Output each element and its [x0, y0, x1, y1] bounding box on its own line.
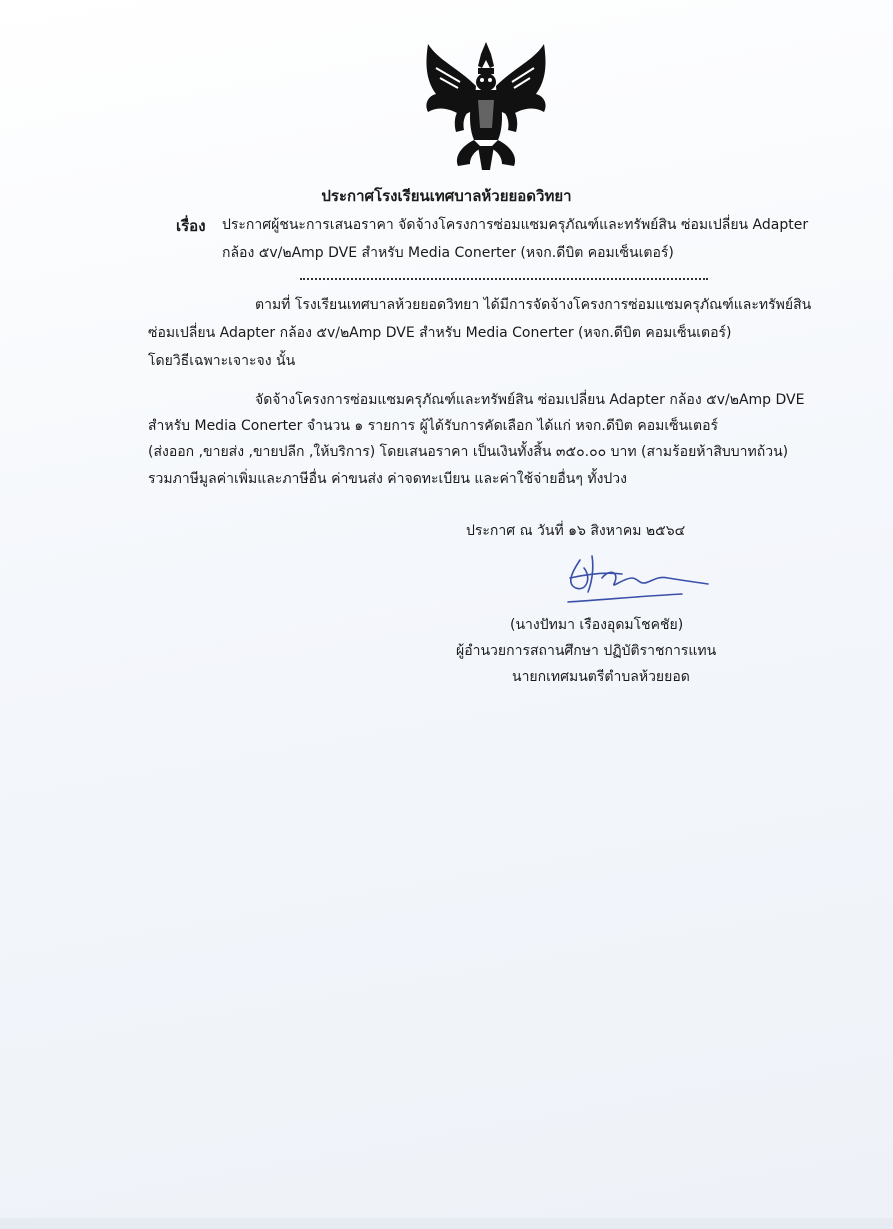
page-bottom-edge	[0, 1218, 893, 1229]
paragraph-2-line-1: จัดจ้างโครงการซ่อมแซมครุภัณฑ์และทรัพย์สิน ซ่อมเปลี่ยน Adapter กล้อง ๕v/๒Amp DVE	[255, 392, 805, 408]
paragraph-1-line-2: ซ่อมเปลี่ยน Adapter กล้อง ๕v/๒Amp DVE สำหรับ Media Conerter (หจก.ดีบิต คอมเซ็นเตอร์)	[148, 325, 732, 341]
paragraph-2-line-2: สำหรับ Media Conerter จำนวน ๑ รายการ ผู้ได้รับการคัดเลือก ได้แก่ หจก.ดีบิต คอมเซ็นเตอร์	[148, 418, 719, 434]
subject-label: เรื่อง	[176, 217, 206, 235]
paragraph-2-line-3: (ส่งออก ,ขายส่ง ,ขายปลีก ,ให้บริการ) โดยเสนอราคา เป็นเงินทั้งสิ้น ๓๕๐.๐๐ บาท (สามร้อยห้าสิบบาทถ้วน)	[148, 444, 789, 460]
paragraph-1-line-1: ตามที่ โรงเรียนเทศบาลห้วยยอดวิทยา ได้มีการจัดจ้างโครงการซ่อมแซมครุภัณฑ์และทรัพย์สิน	[255, 297, 812, 313]
announcement-date: ประกาศ ณ วันที่ ๑๖ สิงหาคม ๒๕๖๔	[466, 523, 686, 539]
subject-line-1: ประกาศผู้ชนะการเสนอราคา จัดจ้างโครงการซ่อมแซมครุภัณฑ์และทรัพย์สิน ซ่อมเปลี่ยน Adapter	[222, 217, 809, 233]
subject-line-2: กล้อง ๕v/๒Amp DVE สำหรับ Media Conerter (หจก.ดีบิต คอมเซ็นเตอร์)	[222, 245, 674, 261]
dotted-divider	[300, 278, 708, 280]
paragraph-2-line-4: รวมภาษีมูลค่าเพิ่มและภาษีอื่น ค่าขนส่ง ค่าจดทะเบียน และค่าใช้จ่ายอื่นๆ ทั้งปวง	[148, 471, 627, 487]
garuda-emblem-icon	[418, 38, 554, 176]
document-title: ประกาศโรงเรียนเทศบาลห้วยยอดวิทยา	[321, 187, 572, 205]
paragraph-1-line-3: โดยวิธีเฉพาะเจาะจง นั้น	[148, 353, 296, 369]
handwritten-signature	[562, 548, 712, 610]
signer-authority: นายกเทศมนตรีตำบลห้วยยอด	[512, 669, 690, 685]
signer-position: ผู้อำนวยการสถานศึกษา ปฏิบัติราชการแทน	[456, 643, 717, 659]
signer-name: (นางปัทมา เรืองอุดมโชคชัย)	[510, 617, 684, 633]
